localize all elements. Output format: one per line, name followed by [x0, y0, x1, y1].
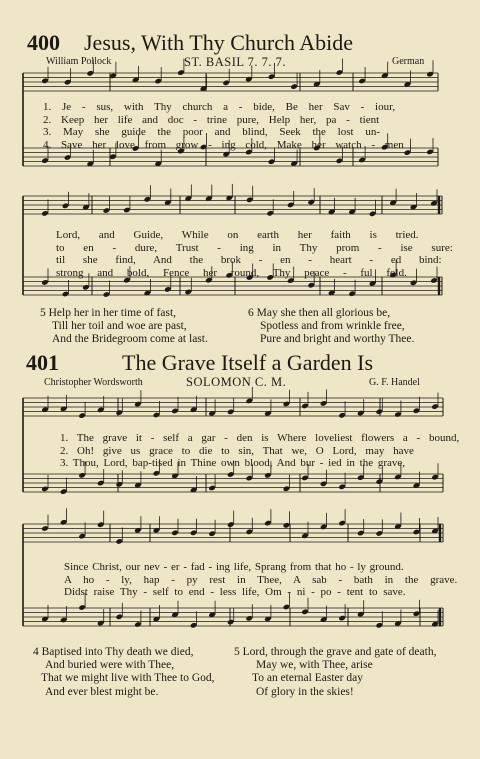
stanza-line: And the Bridegroom come at last.: [52, 333, 208, 346]
stanza-line: 6 May she then all glorious be,: [248, 307, 391, 319]
stanza-line: That we might live with Thee to God,: [41, 672, 215, 685]
hymn-title: Jesus, With Thy Church Abide: [84, 30, 354, 55]
stanza-line: Of glory in the skies!: [256, 685, 354, 698]
hymn-composer: G. F. Handel: [369, 377, 420, 388]
tune-name: ST. BASIL 7. 7. 7.: [184, 55, 287, 69]
stanza-line: To an eternal Easter day: [252, 672, 363, 685]
stanza-line: Spotless and from wrinkle free,: [260, 320, 405, 333]
stanza-line: 5 Help her in her time of fast,: [40, 307, 177, 319]
lyric-line: 3. Thou, Lord, bap-tised in Thine own blood, And bur - ied in the grave,: [60, 457, 406, 470]
lyric-line: Since Christ, our nev - er - fad - ing life, Sprang from that ho - ly ground.: [64, 561, 404, 573]
stanza-line: And ever blest might be.: [45, 685, 159, 698]
verse-lyrics: [56, 229, 453, 279]
hymn-composer: German: [392, 56, 425, 67]
stanza-line: May we, with Thee, arise: [256, 659, 373, 672]
hymn-number: 400: [27, 30, 60, 55]
stanza-line: Till her toil and woe are past,: [52, 320, 187, 333]
lyric-line: strong and bold, Fence her round, Thy peace - ful fold.: [56, 266, 407, 279]
stanza: [33, 646, 215, 699]
stanza: [248, 307, 414, 347]
lyric-line: Didst raise Thy - self to end - less life, Om - ni - po - tent to save.: [64, 586, 406, 599]
stanza-line: 4 Baptised into Thy death we died,: [33, 646, 194, 658]
tune-name: SOLOMON C. M.: [186, 375, 287, 389]
stanza: [234, 646, 436, 699]
lyric-line: Lord, and Guide, While on earth her faith is tried.: [56, 229, 419, 241]
stanza-line: 5 Lord, through the grave and gate of death,: [234, 646, 437, 658]
lyric-line: 4. Save her love from grow - ing cold, Make her watch - men: [43, 138, 404, 151]
verse-lyrics: [60, 432, 459, 470]
hymn-author: Christopher Wordsworth: [44, 377, 143, 388]
hymn-title: The Grave Itself a Garden Is: [122, 350, 374, 375]
stanza: [40, 307, 208, 347]
stanza-line: And buried were with Thee,: [45, 659, 175, 672]
verse-lyrics: [64, 561, 457, 599]
lyric-line: 3. May she guide the poor and blind, Seek the lost un-: [43, 126, 380, 139]
lyric-line: 2. Oh! give us grace to die to sin, That we, O Lord, may have: [60, 444, 414, 457]
lyric-line: til she find, And the brok - en - heart - ed bind:: [56, 254, 442, 267]
stanza-line: Pure and bright and worthy Thee.: [260, 333, 415, 346]
lyric-line: 1. The grave it - self a gar - den is Where loveliest flowers a - bound,: [60, 432, 460, 444]
lyric-line: 1. Je - sus, with Thy church a - bide, Be her Sav - iour,: [43, 101, 396, 113]
verse-lyrics: [43, 101, 438, 151]
hymn-author: William Pollock: [46, 56, 112, 67]
lyric-line: to en - dure, Trust - ing in Thy prom - ise sure:: [56, 241, 453, 254]
hymn-number: 401: [26, 350, 59, 375]
lyric-line: A ho - ly, hap - py rest in Thee, A sab - bath in the grave.: [64, 573, 458, 586]
lyric-line: 2. Keep her life and doc - trine pure, Help her, pa - tient: [43, 113, 380, 126]
